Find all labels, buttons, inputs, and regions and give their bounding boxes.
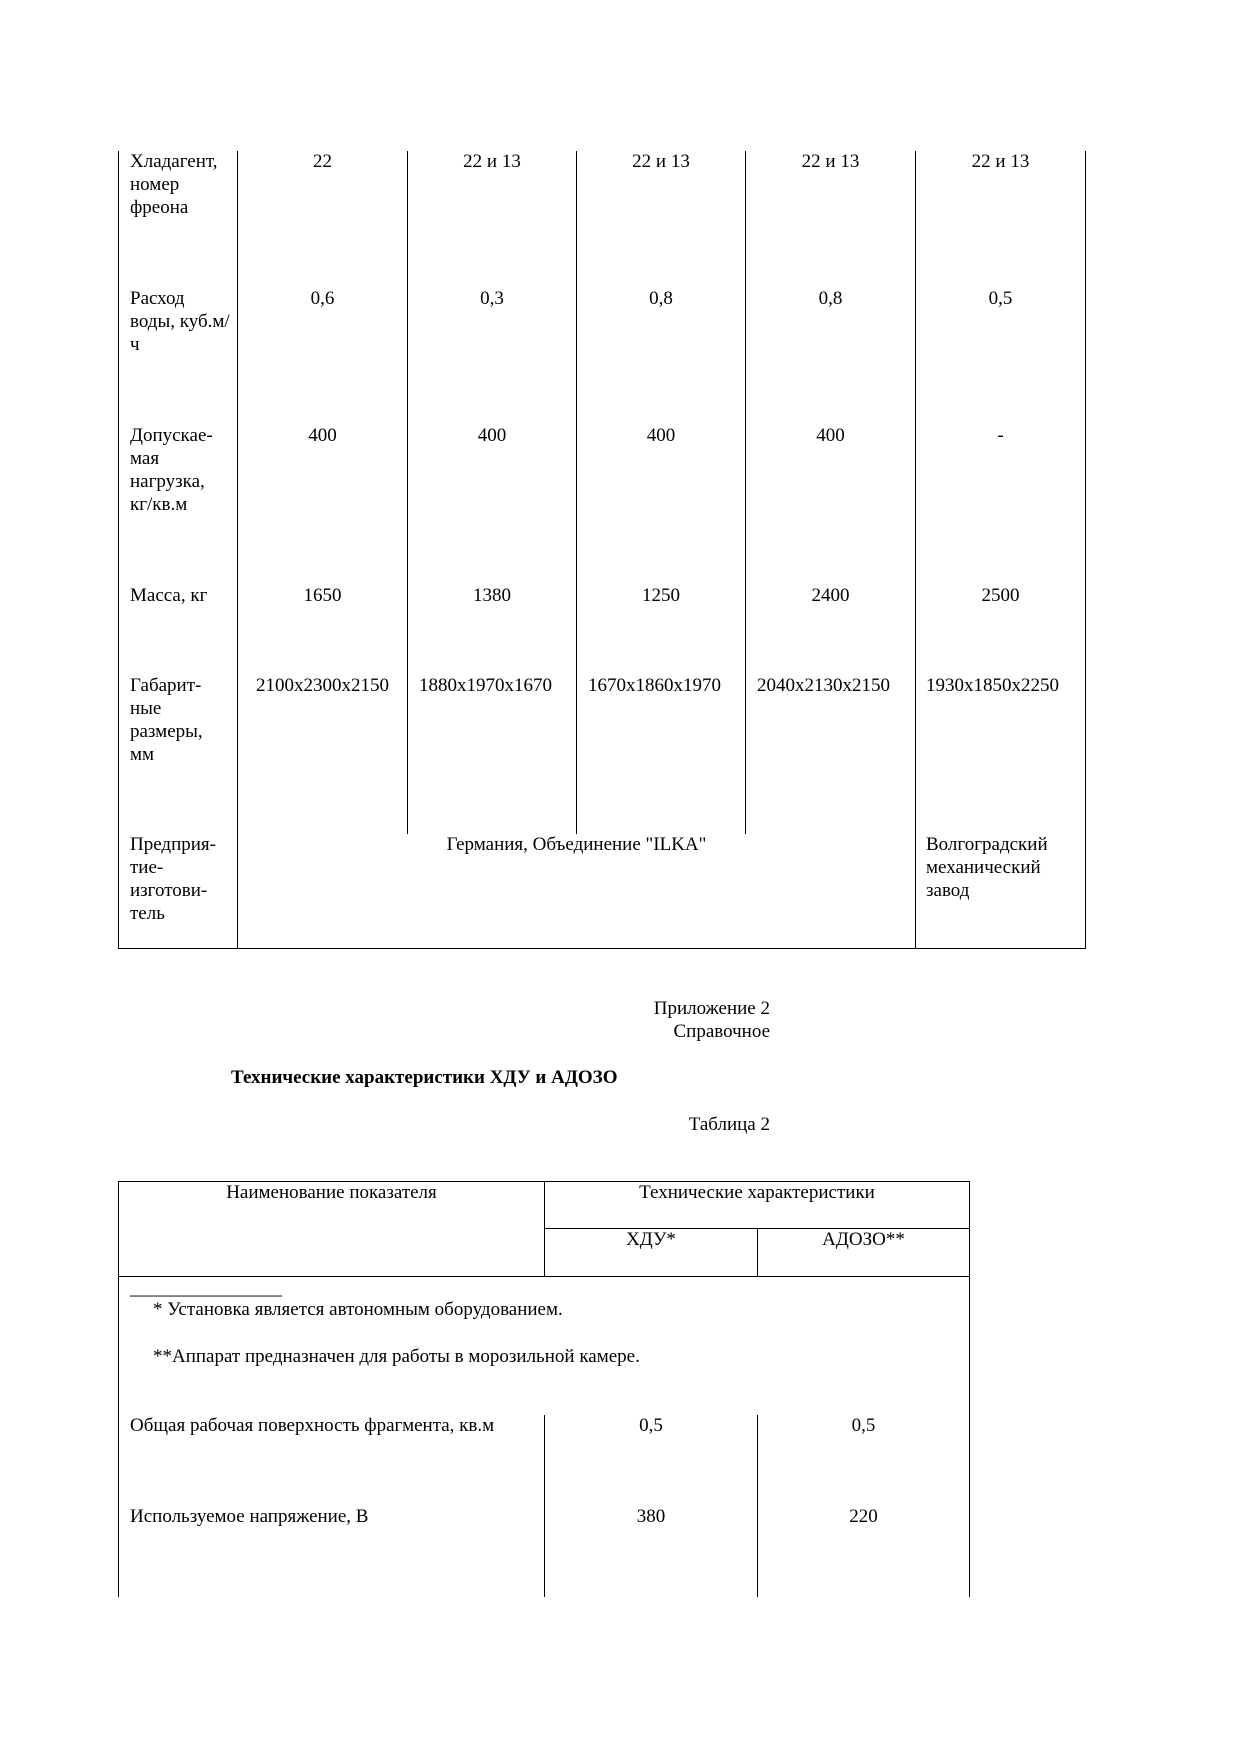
- t1-row-2-v4: 0,8: [818, 288, 843, 309]
- t1-row-3-v3: 400: [646, 425, 676, 446]
- t1-row-4-v4: 2400: [811, 585, 850, 606]
- footnote-rule: ________________: [130, 1278, 282, 1299]
- t1-row-1-v1: 22: [313, 151, 332, 172]
- t2-line-right: [969, 1181, 970, 1597]
- t1-row-2-label: Расход воды, куб.м/ч: [130, 288, 230, 355]
- t1-row-4-v1: 1650: [303, 585, 342, 606]
- t1-row-1-v4: 22 и 13: [801, 151, 860, 172]
- t2-header-name: Наименование показателя: [226, 1182, 437, 1203]
- t1-row-1-v5: 22 и 13: [971, 151, 1030, 172]
- t1-row-4-label: Масса, кг: [130, 585, 208, 606]
- appendix-title: Технические характеристики ХДУ и АДОЗО: [231, 1067, 618, 1088]
- t1-line-c4: [745, 151, 746, 834]
- table2-label: Таблица 2: [688, 1114, 770, 1135]
- appendix-number: Приложение 2: [653, 998, 770, 1019]
- t1-line-bottom: [118, 948, 1086, 949]
- t1-line-c3: [576, 151, 577, 834]
- t1-line-c1: [237, 151, 238, 949]
- t2-row-2-adozo: 220: [849, 1506, 878, 1527]
- t2-col-adozo: АДОЗО**: [822, 1229, 905, 1250]
- t1-row-1-v2: 22 и 13: [463, 151, 521, 172]
- t2-row-1-xdu: 0,5: [639, 1415, 663, 1436]
- appendix-type: Справочное: [673, 1021, 770, 1042]
- t2-header-tech: Технические характеристики: [639, 1182, 875, 1203]
- t1-line-right: [1085, 151, 1086, 949]
- t1-row-3-v4: 400: [816, 425, 845, 446]
- t1-line-c5: [915, 151, 916, 949]
- footnote-1: * Установка является автономным оборудованием.: [153, 1299, 563, 1320]
- t1-row-4-v2: 1380: [473, 585, 511, 606]
- t1-maker-volgograd: Волгоградский механический завод: [926, 834, 1048, 901]
- t2-line-header-bottom: [118, 1276, 970, 1277]
- t1-row-5-label: Габарит-ные размеры, мм: [130, 675, 203, 765]
- t2-row-2-label: Используемое напряжение, В: [130, 1506, 369, 1527]
- t1-maker-germany: Германия, Объединение "ILKA": [446, 834, 707, 855]
- t1-row-2-v5: 0,5: [988, 288, 1013, 309]
- t2-col-xdu: ХДУ*: [626, 1229, 676, 1250]
- t2-row-1-adozo: 0,5: [851, 1415, 876, 1436]
- t1-row-3-label: Допускае-мая нагрузка, кг/кв.м: [130, 425, 213, 515]
- t1-maker-label: Предприя-тие-изготови-тель: [130, 834, 216, 924]
- t1-row-3-v2: 400: [477, 425, 507, 446]
- t1-row-2-v1: 0,6: [310, 288, 335, 309]
- t1-row-3-v5: -: [997, 425, 1004, 446]
- t1-row-1-v3: 22 и 13: [632, 151, 690, 172]
- t2-line-left: [118, 1181, 119, 1597]
- t1-row-4-v5: 2500: [981, 585, 1020, 606]
- t1-row-5-v1: 2100х2300х2150: [256, 675, 389, 696]
- t1-row-2-v2: 0,3: [480, 288, 504, 309]
- t1-line-c2: [407, 151, 408, 834]
- t1-row-5-v3: 1670х1860х1970: [588, 675, 721, 696]
- t2-row-2-xdu: 380: [636, 1506, 666, 1527]
- t1-line-left: [118, 151, 119, 949]
- t1-row-3-v1: 400: [308, 425, 337, 446]
- footnote-2: **Аппарат предназначен для работы в морозильной камере.: [153, 1346, 640, 1367]
- t1-row-2-v3: 0,8: [649, 288, 673, 309]
- t1-row-4-v3: 1250: [642, 585, 680, 606]
- t1-row-5-v2: 1880х1970х1670: [419, 675, 552, 696]
- t1-row-5-v4: 2040х2130х2150: [757, 675, 890, 696]
- t1-row-1-label: Хладагент, номер фреона: [130, 151, 218, 218]
- t2-row-1-label: Общая рабочая поверхность фрагмента, кв.м: [130, 1415, 495, 1436]
- t1-row-5-v5: 1930х1850х2250: [926, 675, 1059, 696]
